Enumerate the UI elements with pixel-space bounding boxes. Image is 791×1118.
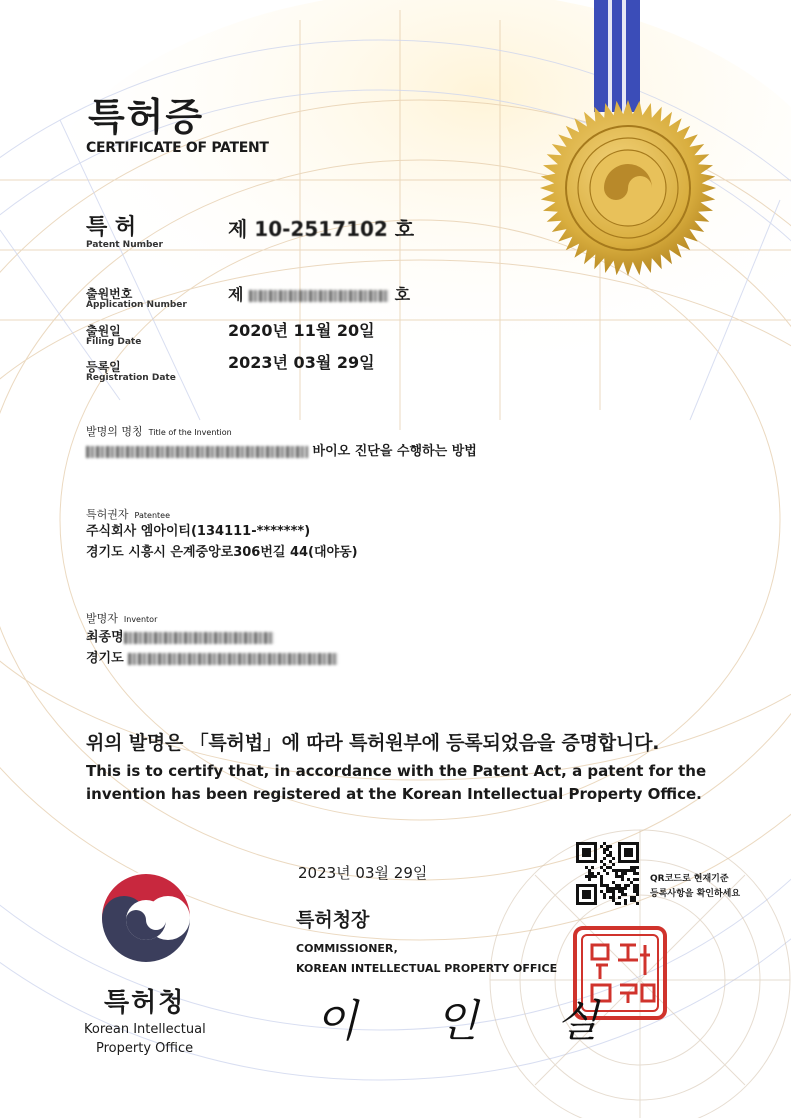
patent-number-prefix: 제 [228, 217, 255, 241]
certificate-title-en: CERTIFICATE OF PATENT [86, 140, 269, 156]
registration-date-label-ko: 등록일 [86, 360, 121, 374]
kipo-logo-icon [100, 872, 192, 964]
application-number-label-en: Application Number [86, 300, 187, 310]
invention-label-en: Title of the Invention [148, 428, 232, 437]
organization-name-ko: 특허청 [104, 988, 186, 1018]
ribbon-left [594, 0, 608, 112]
patent-number-digits: 10-2517102 [254, 217, 388, 241]
patent-number-suffix: 호 [387, 217, 415, 241]
filing-date-value: 2020년 11월 20일 [228, 321, 375, 340]
qr-note [650, 872, 740, 902]
invention-title-redacted [86, 446, 308, 458]
ribbon-right [626, 0, 640, 112]
certification-statement-en-line1: This is to certify that, in accordance with the Patent Act, a patent for the [86, 762, 707, 780]
invention-label [86, 420, 232, 439]
inventor-label [86, 607, 157, 626]
inventor-address-redacted [128, 653, 338, 665]
inventor-label-en: Inventor [123, 615, 158, 624]
qr-note-line2: 등록사항을 확인하세요 [650, 889, 741, 899]
gold-medal-icon [540, 100, 716, 276]
invention-title-visible: 바이오 진단을 수행하는 방법 [312, 444, 477, 459]
commissioner-title-en-line1: COMMISSIONER, [296, 942, 398, 955]
application-number-prefix: 제 [228, 285, 250, 304]
qr-note-line1: QR코드로 현재기준 [650, 874, 729, 884]
ribbon-mid [612, 0, 622, 112]
filing-date-label-en: Filing Date [86, 337, 142, 347]
patentee-name: 주식회사 엠아이티(134111-*******) [86, 524, 311, 539]
organization-name-en-line1: Korean Intellectual [84, 1022, 206, 1037]
commissioner-title-en-line2: KOREAN INTELLECTUAL PROPERTY OFFICE [296, 962, 558, 975]
patent-number-label-en: Patent Number [86, 240, 163, 250]
registration-date-value: 2023년 03월 29일 [228, 353, 375, 372]
registration-date-label-en: Registration Date [86, 373, 176, 383]
inventor-address [86, 647, 338, 666]
inventor-name-visible: 최종명 [86, 630, 124, 645]
patent-number-label-ko: 특 허 [86, 215, 137, 240]
patentee-address: 경기도 시흥시 은계중앙로306번길 44(대야동) [86, 545, 358, 560]
certificate-title-ko: 특허증 [88, 95, 205, 139]
certification-statement-ko: 위의 발명은 「특허법」에 따라 특허원부에 등록되었음을 증명합니다. [86, 732, 660, 754]
application-number-suffix: 호 [389, 285, 411, 304]
application-number-redacted [249, 290, 389, 302]
commissioner-title-ko: 특허청장 [296, 909, 370, 931]
inventor-name-redacted [124, 632, 274, 644]
patentee-label-en: Patentee [134, 511, 170, 520]
invention-label-ko: 발명의 명칭 [86, 425, 143, 438]
application-number-label-ko: 출원번호 [86, 287, 133, 301]
inventor-address-visible: 경기도 [86, 651, 124, 666]
organization-name-en-line2: Property Office [96, 1041, 194, 1056]
patent-number-value [228, 213, 414, 242]
certification-statement-en-line2: invention has been registered at the Korean Intellectual Property Office. [86, 785, 702, 803]
filing-date-label-ko: 출원일 [86, 324, 121, 338]
invention-title [86, 440, 477, 459]
application-number-value [228, 282, 410, 305]
commissioner-signature: 이 인 실 [315, 996, 631, 1047]
patentee-label-ko: 특허권자 [86, 508, 129, 521]
inventor-name [86, 626, 274, 645]
inventor-label-ko: 발명자 [86, 612, 118, 625]
issue-date: 2023년 03월 29일 [298, 864, 428, 882]
